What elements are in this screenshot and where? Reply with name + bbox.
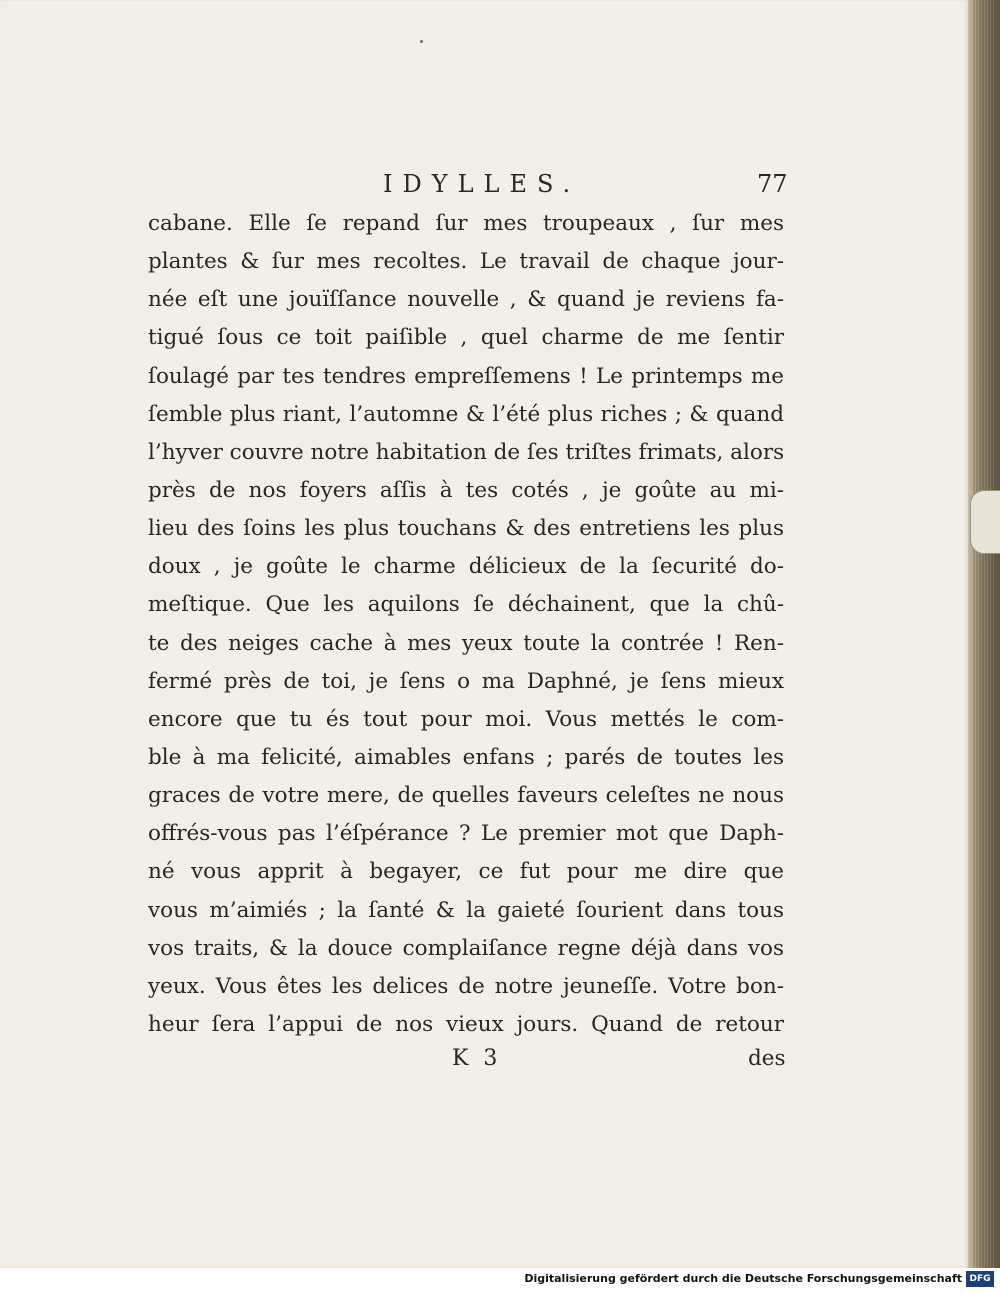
text-line: plantes & ſur mes recoltes. Le travail de chaque jour- xyxy=(148,249,784,274)
text-line: meſtique. Que les aquilons ſe déchainent, que la chû- xyxy=(148,592,784,617)
paper-speck xyxy=(420,40,423,43)
text-line: graces de votre mere, de quelles faveurs celeſtes ne nous xyxy=(148,783,784,808)
text-line: encore que tu és tout pour moi. Vous mettés le com- xyxy=(148,707,784,732)
text-line: heur ſera l’appui de nos vieux jours. Quand de retour xyxy=(148,1012,784,1037)
digitization-credit: Digitalisierung gefördert durch die Deutsche Forschungsgemeinschaft xyxy=(524,1272,962,1285)
running-title: IDYLLES. xyxy=(383,170,581,198)
text-line: doux , je goûte le charme délicieux de la ſecurité do- xyxy=(148,554,784,579)
catchword: des xyxy=(748,1046,786,1071)
text-line: vous m’aimiés ; la ſanté & la gaieté ſourient dans tous xyxy=(148,898,784,923)
text-line: ſemble plus riant, l’automne & l’été plus riches ; & quand xyxy=(148,402,784,427)
text-line: fermé près de toi, je ſens o ma Daphné, je ſens mieux xyxy=(148,669,784,694)
text-line: ble à ma felicité, aimables enfans ; parés de toutes les xyxy=(148,745,784,770)
dfg-logo: DFG xyxy=(966,1271,994,1287)
page-edge-lines xyxy=(972,0,996,1268)
text-line: l’hyver couvre notre habitation de ſes triſtes frimats, alors xyxy=(148,440,785,465)
text-line: vos traits, & la douce complaiſance regne déjà dans vos xyxy=(148,936,784,961)
text-line: lieu des ſoins les plus touchans & des entretiens les plus xyxy=(148,516,784,541)
text-line: tigué ſous ce toit paiſible , quel charme de me ſentir xyxy=(148,325,784,350)
index-tab xyxy=(970,490,1000,554)
text-line: né vous apprit à begayer, ce fut pour me dire que xyxy=(148,859,784,884)
text-line: te des neiges cache à mes yeux toute la contrée ! Ren- xyxy=(148,631,784,656)
signature-mark: K 3 xyxy=(452,1046,502,1071)
text-line: yeux. Vous êtes les delices de notre jeuneſſe. Votre bon- xyxy=(148,974,784,999)
text-line: offrés-vous pas l’éſpérance ? Le premier mot que Daph- xyxy=(148,821,784,846)
page-number: 77 xyxy=(757,170,788,198)
digitization-footer xyxy=(0,1268,1000,1293)
text-line: ſoulagé par tes tendres empreſſemens ! Le printemps me xyxy=(148,364,784,389)
text-line: près de nos foyers aſſis à tes cotés , je goûte au mi- xyxy=(148,478,784,503)
text-line: née eſt une jouïſſance nouvelle , & quand je reviens fa- xyxy=(148,287,784,312)
text-line: cabane. Elle ſe repand ſur mes troupeaux , ſur mes xyxy=(148,211,784,236)
